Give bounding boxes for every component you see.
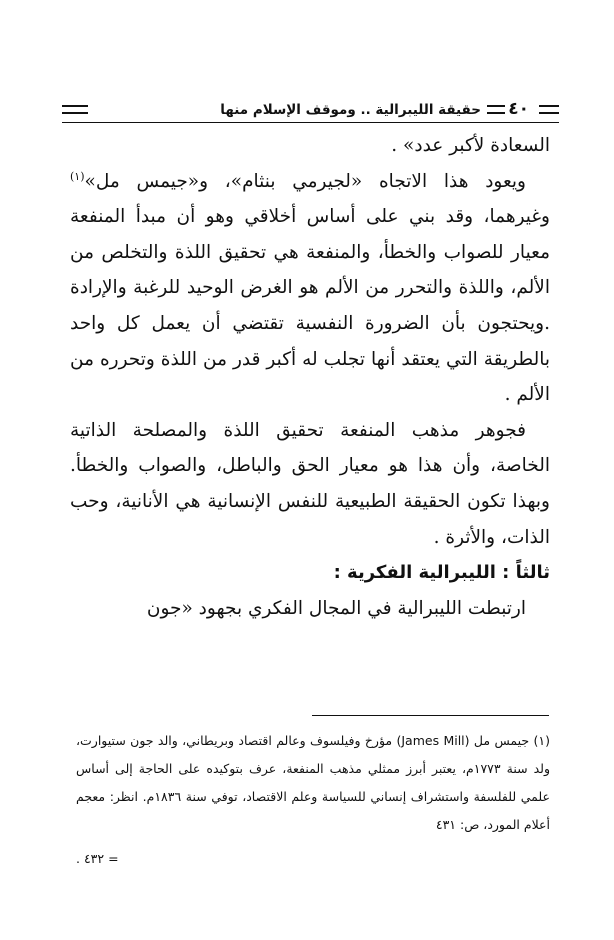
footnote-separator — [312, 715, 549, 716]
page-number: ٤٠ — [508, 99, 529, 119]
running-header — [62, 97, 559, 123]
header-rule — [62, 122, 559, 123]
header-ornament-left — [62, 105, 88, 114]
paragraph-intellectual: ارتبطت الليبرالية في المجال الفكري بجهود «جون — [146, 597, 526, 619]
footnote-continuation: = ٤٣٢ . — [76, 851, 119, 866]
running-title: حقيقة الليبرالية .. وموقف الإسلام منها — [220, 102, 481, 118]
footnote-name-en: (James Mill) — [396, 733, 470, 748]
paragraph-opening: السعادة لأكبر عدد» . — [391, 135, 550, 156]
section-heading: ثالثاً : الليبرالية الفكرية : — [333, 562, 550, 584]
footnote-item — [76, 727, 550, 839]
footnote-text: مؤرخ وفيلسوف وعالم اقتصاد وبريطاني، والد جون ستيوارت، ولد سنة ١٧٧٣م، يعتبر أبرز ممثلي مذهب المنفعة، عرف بتوكيده على الحاجة إلى أساس علمي للفلسفة واستشراف إنساني للسياسة وعلم الاقتصاد، توفي سنة ١٨٣٦م. انظر: معجم أعلام المورد، ص: ٤٣١ — [76, 733, 550, 832]
body-text — [70, 128, 550, 626]
footnote-reference: (١) — [70, 169, 85, 183]
paragraph-text: ويعود هذا الاتجاه «لجيرمي بنثام»، و«جيمس مل» — [84, 170, 526, 192]
footnote-marker: (١) — [533, 733, 550, 748]
paragraph-utilitarianism — [70, 164, 550, 413]
header-ornament-right — [539, 105, 559, 114]
footnotes — [76, 727, 550, 839]
paragraph-text-rest: وغيرهما، وقد بني على أساس أخلاقي وهو أن مبدأ المنفعة معيار للصواب والخطأ، والمنفعة هي تحقيق اللذة والتخلص من الألم، واللذة والتحرر من الألم هو الغرض الوحيد للرغبة والإرادة .ويحتجون بأن الضرورة النفسية تقتضي أن يعمل كل واحد بالطريقة التي يعتقد أنها تجلب له أكبر قدر من اللذة وتحرره من الألم . — [70, 206, 550, 406]
footnote-name-ar: جيمس مل — [473, 733, 530, 748]
paragraph-essence: فجوهر مذهب المنفعة تحقيق اللذة والمصلحة الذاتية الخاصة، وأن هذا هو معيار الحق والباطل، والصواب والخطأ. وبهذا تكون الحقيقة الطبيعية للنفس الإنسانية هي الأنانية، وحب الذات، والأثرة . — [70, 419, 550, 548]
header-ornament-middle — [487, 105, 505, 114]
